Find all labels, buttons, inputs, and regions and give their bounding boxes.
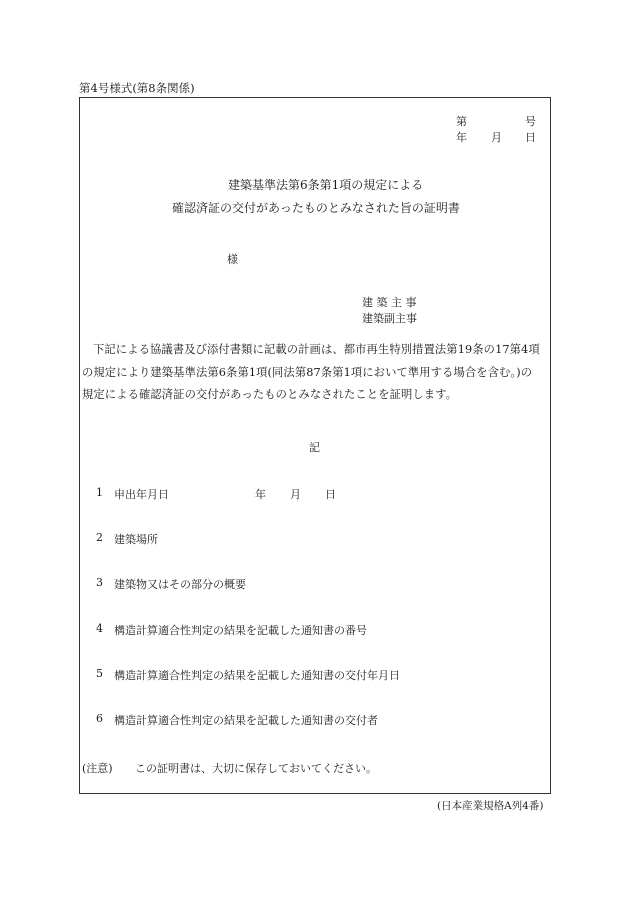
item-number: 5 (96, 667, 103, 680)
number-dai: 第 (456, 115, 467, 128)
date-year: 年 (456, 131, 467, 144)
item-label: 構造計算適合性判定の結果を記載した通知書の交付者 (114, 714, 378, 727)
addressee-suffix: 様 (227, 253, 238, 266)
certificate-title-line1: 建築基準法第6条第1項の規定による (228, 178, 424, 192)
body-line-3: 規定による確認済証の交付があったものとみなされたことを証明します。 (82, 388, 458, 401)
item-label: 申出年月日 (114, 488, 169, 501)
paper-size-note: (日本産業規格A列4番) (437, 800, 544, 812)
item-label: 建築物又はその部分の概要 (114, 578, 246, 591)
certificate-title-line2: 確認済証の交付があったものとみなされた旨の証明書 (172, 201, 460, 215)
item-number: 6 (96, 712, 103, 725)
body-line-2: の規定により建築基準法第6条第1項(同法第87条第1項において準用する場合を含む。)の (82, 366, 533, 379)
body-line-1: 下記による協議書及び添付書類に記載の計画は、都市再生特別措置法第19条の17第4項 (93, 343, 540, 356)
number-go: 号 (525, 115, 536, 128)
issuer-line1: 建 築 主 事 (362, 296, 417, 309)
date-day: 日 (525, 131, 536, 144)
issuer-line2: 建築副主事 (362, 312, 417, 325)
ki-heading: 記 (309, 441, 320, 454)
note-label: (注意) (82, 762, 113, 775)
item-label: 構造計算適合性判定の結果を記載した通知書の番号 (114, 624, 367, 637)
form-label: 第4号様式(第8条関係) (79, 81, 195, 95)
item-label: 建築場所 (114, 533, 158, 546)
item-year: 年 (255, 488, 266, 501)
item-day: 日 (325, 488, 336, 501)
item-number: 3 (96, 576, 103, 589)
item-number: 1 (96, 486, 103, 499)
item-number: 4 (96, 622, 103, 635)
item-label: 構造計算適合性判定の結果を記載した通知書の交付年月日 (114, 669, 400, 682)
item-month: 月 (290, 488, 301, 501)
date-month: 月 (491, 131, 502, 144)
note-text: この証明書は、大切に保存しておいてください。 (135, 762, 377, 775)
item-number: 2 (96, 531, 103, 544)
